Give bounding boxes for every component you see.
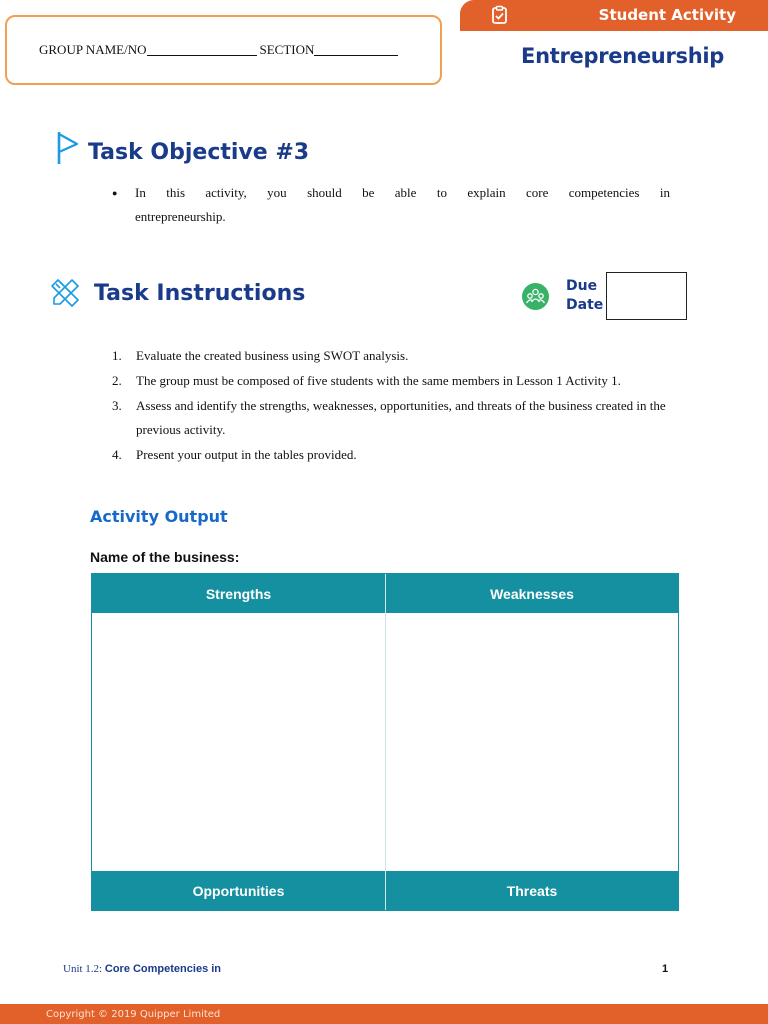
instruction-number: 3. — [112, 398, 122, 413]
unit-title: Core Competencies in — [104, 963, 222, 975]
strengths-header: Strengths — [92, 574, 385, 613]
subject-title: Entrepreneurship — [521, 44, 724, 68]
tools-icon — [48, 276, 82, 310]
business-name-label: Name of the business: — [90, 549, 240, 565]
instruction-item — [112, 344, 672, 368]
activity-output-title: Activity Output — [90, 507, 228, 526]
section-label: SECTION — [259, 42, 315, 57]
flag-icon — [55, 130, 81, 166]
instruction-item — [112, 394, 672, 442]
group-info-box — [5, 15, 442, 85]
copyright-bar — [0, 1004, 768, 1024]
weaknesses-header: Weaknesses — [386, 574, 678, 613]
copyright-text: Copyright © 2019 Quipper Limited — [46, 1008, 221, 1020]
objective-line1: ● In this activity, you should be able to explain core competencies in — [135, 185, 670, 200]
instructions-list — [112, 344, 672, 468]
due-word: Due — [566, 278, 598, 294]
student-activity-label: Student Activity — [598, 6, 736, 24]
instruction-text: The group must be composed of five students with the same members in Lesson 1 Activity 1. — [136, 373, 621, 388]
opportunities-header: Opportunities — [92, 871, 385, 910]
instruction-item — [112, 443, 672, 467]
threats-header: Threats — [386, 871, 678, 910]
weaknesses-cell[interactable] — [386, 613, 678, 871]
column-divider — [385, 574, 386, 910]
instruction-text: Evaluate the created business using SWOT analysis. — [136, 348, 409, 363]
instruction-number: 2. — [112, 373, 122, 388]
due-date-field[interactable] — [606, 272, 687, 320]
student-activity-badge — [460, 0, 768, 31]
unit-prefix: Unit 1.2: — [63, 963, 103, 975]
due-date-label — [566, 277, 602, 315]
objective-list — [110, 181, 670, 229]
group-name-label: GROUP NAME/NO — [39, 42, 147, 57]
group-icon — [522, 283, 549, 310]
objective-title: Task Objective #3 — [88, 140, 310, 165]
instruction-number: 1. — [112, 348, 122, 363]
instruction-text: Assess and identify the strengths, weaknesses, opportunities, and threats of the business created in the previous activity. — [136, 398, 666, 437]
clipboard-check-icon — [490, 5, 510, 25]
instruction-text: Present your output in the tables provided. — [136, 447, 357, 462]
swot-table — [91, 573, 679, 911]
instruction-item — [112, 369, 672, 393]
instructions-title: Task Instructions — [94, 281, 306, 306]
page-number: 1 — [662, 963, 669, 975]
objective-line2: entrepreneurship. — [135, 209, 226, 224]
group-name-blank[interactable] — [147, 44, 257, 56]
instruction-number: 4. — [112, 447, 122, 462]
objective-bullet — [110, 181, 670, 229]
date-word: Date — [566, 297, 604, 313]
unit-footer — [63, 963, 221, 975]
section-blank[interactable] — [314, 44, 398, 56]
strengths-cell[interactable] — [92, 613, 385, 871]
